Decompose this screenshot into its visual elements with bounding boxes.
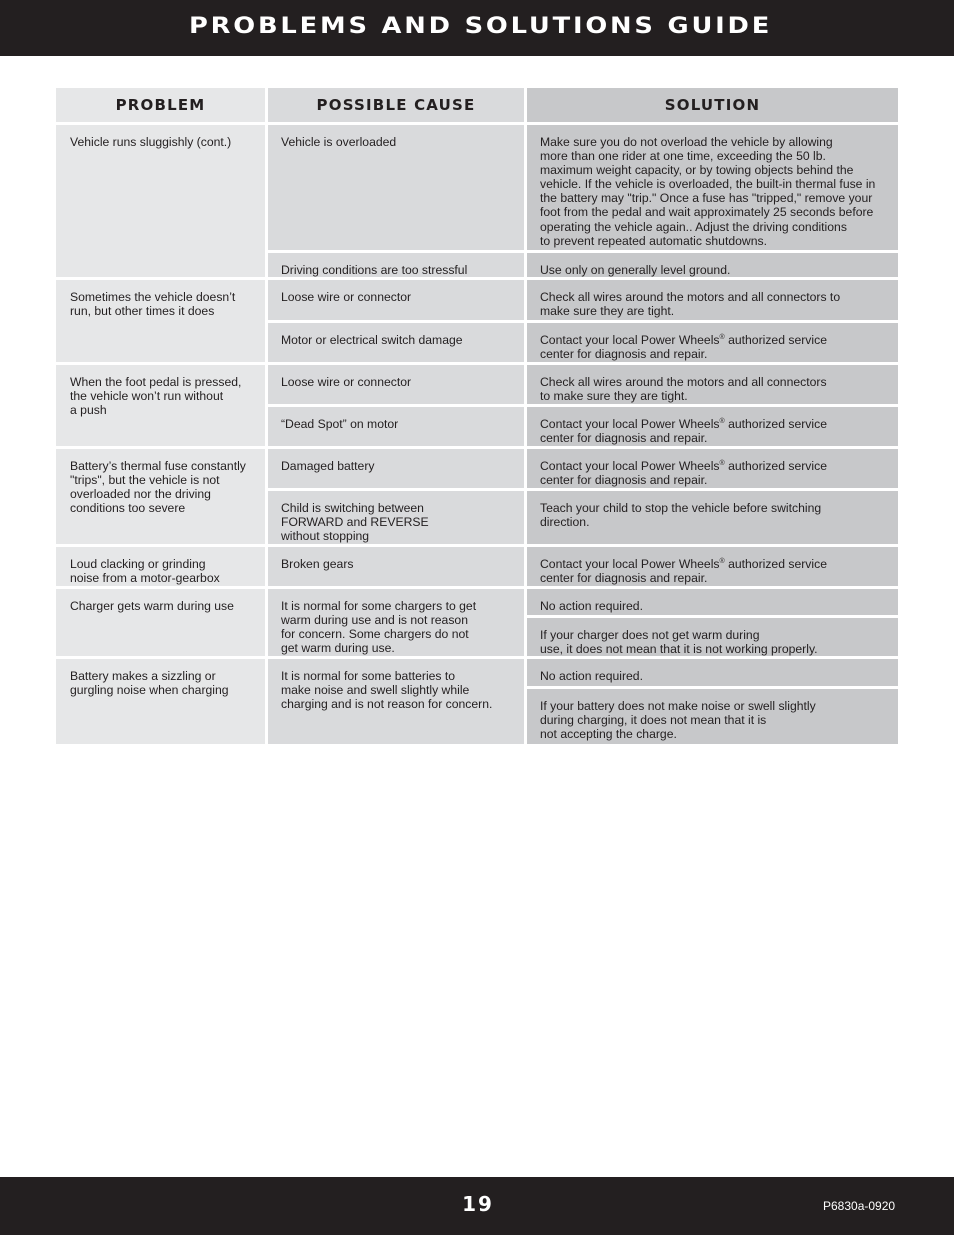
problem-cell: Loud clacking or grinding noise from a motor-gearbox bbox=[56, 547, 265, 586]
solution-cell: Check all wires around the motors and all connectors to make sure they are tight. bbox=[527, 280, 898, 320]
solution-cell: Check all wires around the motors and all connectors to make sure they are tight. bbox=[527, 365, 898, 404]
cause-cell: “Dead Spot” on motor bbox=[268, 407, 524, 446]
cause-cell: Loose wire or connector bbox=[268, 365, 524, 404]
solution-cell: Contact your local Power Wheels® authorized service center for diagnosis and repair. bbox=[527, 547, 898, 586]
problem-cell: Sometimes the vehicle doesn’t run, but other times it does bbox=[56, 280, 265, 362]
cause-cell: Motor or electrical switch damage bbox=[268, 323, 524, 362]
problem-cell: Charger gets warm during use bbox=[56, 589, 265, 656]
column-header-problem: PROBLEM bbox=[56, 88, 265, 122]
solution-cell: Contact your local Power Wheels® authorized service center for diagnosis and repair. bbox=[527, 407, 898, 446]
cause-cell: Loose wire or connector bbox=[268, 280, 524, 320]
solution-cell: Make sure you do not overload the vehicle by allowing more than one rider at one time, exceeding the 50 lb. maximum weight capacity, or by towing objects behind the vehicle. If the vehicle is overloaded, the built-in thermal fuse in the battery may "trip." Once a fuse has "tripped," remove your foot from the pedal and wait approximately 25 seconds before operating the vehicle again.. Adjust the driving conditions to prevent repeated automatic shutdowns. bbox=[527, 125, 898, 250]
header-bar bbox=[0, 0, 954, 56]
problem-cell: Vehicle runs sluggishly (cont.) bbox=[56, 125, 265, 277]
cause-cell: Vehicle is overloaded bbox=[268, 125, 524, 250]
cause-cell: Driving conditions are too stressful bbox=[268, 253, 524, 277]
column-header-possible-cause: POSSIBLE CAUSE bbox=[268, 88, 524, 122]
solution-cell: No action required. bbox=[527, 589, 898, 615]
cause-cell: Broken gears bbox=[268, 547, 524, 586]
problem-cell: Battery makes a sizzling or gurgling noise when charging bbox=[56, 659, 265, 744]
page-number: 19 bbox=[462, 1192, 494, 1216]
solution-cell: Contact your local Power Wheels® authorized service center for diagnosis and repair. bbox=[527, 449, 898, 488]
problems-solutions-table bbox=[56, 88, 898, 744]
cause-cell: Child is switching between FORWARD and REVERSE without stopping bbox=[268, 491, 524, 544]
document-code: P6830a-0920 bbox=[823, 1199, 896, 1213]
column-header-solution: SOLUTION bbox=[527, 88, 898, 122]
footer-bar bbox=[0, 1177, 954, 1235]
solution-cell: Teach your child to stop the vehicle before switching direction. bbox=[527, 491, 898, 544]
solution-cell: Use only on generally level ground. bbox=[527, 253, 898, 277]
solution-cell: Contact your local Power Wheels® authorized service center for diagnosis and repair. bbox=[527, 323, 898, 362]
problem-cell: When the foot pedal is pressed, the vehicle won’t run without a push bbox=[56, 365, 265, 446]
problem-cell: Battery’s thermal fuse constantly "trips", but the vehicle is not overloaded nor the driving conditions too severe bbox=[56, 449, 265, 544]
cause-cell: It is normal for some chargers to get warm during use and is not reason for concern. Some chargers do not get warm during use. bbox=[268, 589, 524, 656]
cause-cell: Damaged battery bbox=[268, 449, 524, 488]
solution-cell: No action required. bbox=[527, 659, 898, 686]
page-title: PROBLEMS AND SOLUTIONS GUIDE bbox=[189, 14, 773, 39]
solution-cell: If your battery does not make noise or swell slightly during charging, it does not mean that it is not accepting the charge. bbox=[527, 689, 898, 744]
cause-cell: It is normal for some batteries to make noise and swell slightly while charging and is not reason for concern. bbox=[268, 659, 524, 744]
solution-cell: If your charger does not get warm during use, it does not mean that it is not working properly. bbox=[527, 618, 898, 656]
